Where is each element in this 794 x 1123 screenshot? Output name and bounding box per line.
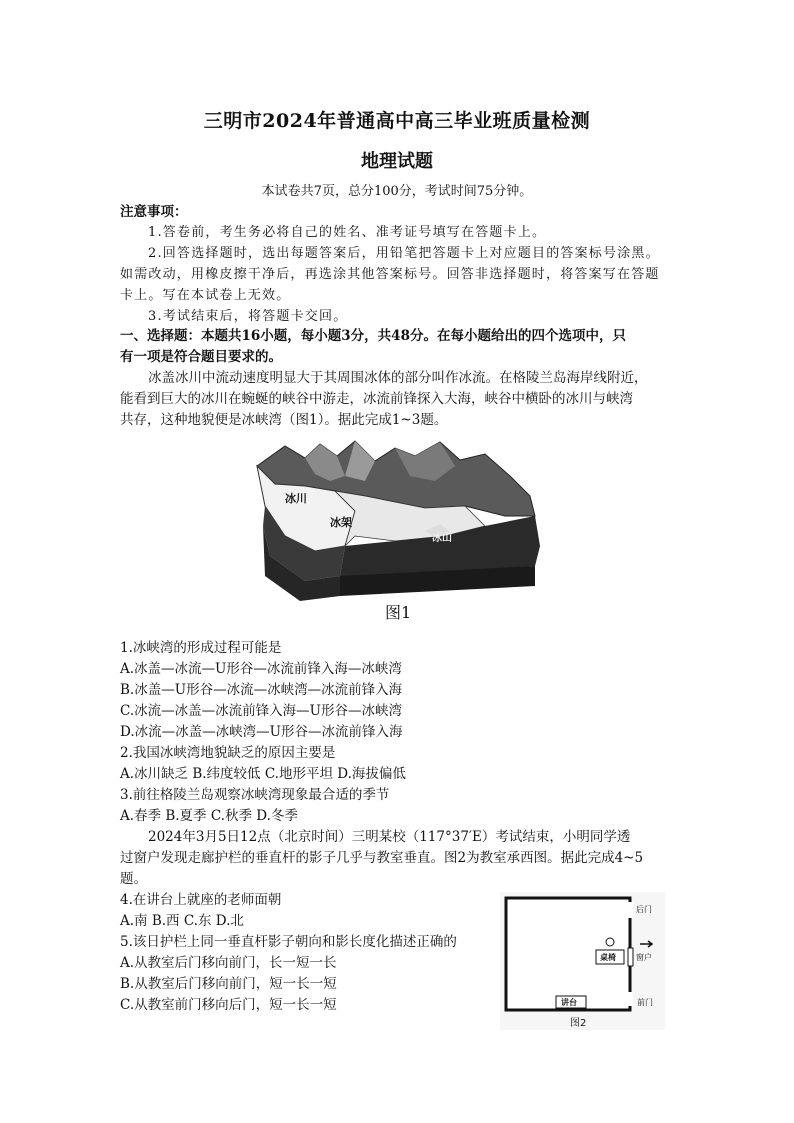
label-iceberg: 冰山 — [432, 533, 452, 544]
label-desk: 桌椅 — [600, 953, 616, 962]
question-5-option-c: C.从教室前门移向后门，短一长一短 — [120, 997, 337, 1013]
passage-1-line-3: 共存，这种地貌便是冰峡湾（图1）。据此完成1~3题。 — [120, 412, 448, 428]
question-4-options: A.南 B.西 C.东 D.北 — [120, 913, 244, 929]
question-2-options: A.冰川缺乏 B.纬度较低 C.地形平坦 D.海拔偏低 — [120, 766, 406, 782]
classroom-plan-diagram — [500, 892, 665, 1030]
exam-meta: 本试卷共7页，总分100分，考试时间75分钟。 — [261, 184, 533, 199]
label-glacier: 冰川 — [285, 492, 307, 505]
notice-line-1: 1.答卷前，考生务必将自己的姓名、准考证号填写在答题卡上。 — [148, 225, 547, 240]
passage-2-line-1: 2024年3月5日12点（北京时间）三明某校（117°37′E）考试结束，小明同学透 — [148, 829, 631, 845]
notice-line-2: 2.回答选择题时，选出每题答案后，用铅笔把答题卡上对应题目的答案标号涂黑。 — [148, 246, 660, 261]
glacier-fjord-diagram — [245, 436, 545, 606]
question-1: 1.冰峡湾的形成过程可能是 — [120, 640, 282, 656]
label-window: 窗户 — [636, 953, 652, 962]
question-5-option-b: B.从教室后门移向前门，短一长一短 — [120, 976, 337, 992]
notice-heading: 注意事项： — [120, 204, 188, 220]
question-3: 3.前往格陵兰岛观察冰峡湾现象最合适的季节 — [120, 787, 390, 803]
question-1-option-a: A.冰盖—冰流—U形谷—冰流前锋入海—冰峡湾 — [120, 661, 402, 677]
notice-line-5: 3.考试结束后，将答题卡交回。 — [148, 309, 348, 324]
passage-2-line-3: 题。 — [120, 871, 147, 887]
question-3-options: A.春季 B.夏季 C.秋季 D.冬季 — [120, 808, 298, 824]
exam-subject: 地理试题 — [361, 151, 433, 172]
passage-1-line-2: 能看到巨大的冰川在蜿蜒的峡谷中游走，冰流前锋探入大海，峡谷中横卧的冰川与峡湾 — [120, 391, 633, 407]
question-2: 2.我国冰峡湾地貌缺乏的原因主要是 — [120, 745, 336, 761]
exam-title: 三明市2024年普通高中高三毕业班质量检测 — [203, 110, 591, 132]
passage-2-line-2: 过窗户发现走廊护栏的垂直杆的影子几乎与教室垂直。图2为教室承西图。据此完成4~5 — [120, 850, 644, 866]
figure-1-caption: 图1 — [385, 603, 412, 622]
label-podium: 讲台 — [561, 998, 577, 1007]
label-front-door: 前门 — [637, 998, 653, 1007]
label-ice-shelf: 冰架 — [330, 516, 352, 529]
notice-line-3: 如需改动，用橡皮擦干净后，再选涂其他答案标号。回答非选择题时，将答案写在答题 — [120, 267, 660, 282]
question-5: 5.该日护栏上同一垂直杆影子朝向和影长度化描述正确的 — [120, 934, 457, 950]
label-back-door: 后门 — [636, 905, 652, 914]
question-1-option-d: D.冰流—冰盖—冰峡湾—U形谷—冰流前锋入海 — [120, 724, 403, 740]
question-5-option-a: A.从教室后门移向前门，长一短一长 — [120, 955, 337, 971]
question-1-option-b: B.冰盖—U形谷—冰流—冰峡湾—冰流前锋入海 — [120, 682, 403, 698]
notice-line-4: 卡上。写在本试卷上无效。 — [120, 288, 291, 303]
section-heading-line-2: 有一项是符合题目要求的。 — [120, 349, 282, 365]
question-1-option-c: C.冰流—冰盖—冰流前锋入海—U形谷—冰峡湾 — [120, 703, 403, 719]
figure-2-caption: 图2 — [570, 1018, 587, 1029]
question-4: 4.在讲台上就座的老师面朝 — [120, 892, 282, 908]
passage-1-line-1: 冰盖冰川中流动速度明显大于其周围冰体的部分叫作冰流。在格陵兰岛海岸线附近， — [148, 370, 648, 386]
section-heading-line-1: 一、选择题：本题共16小题，每小题3分，共48分。在每小题给出的四个选项中，只 — [120, 328, 626, 344]
